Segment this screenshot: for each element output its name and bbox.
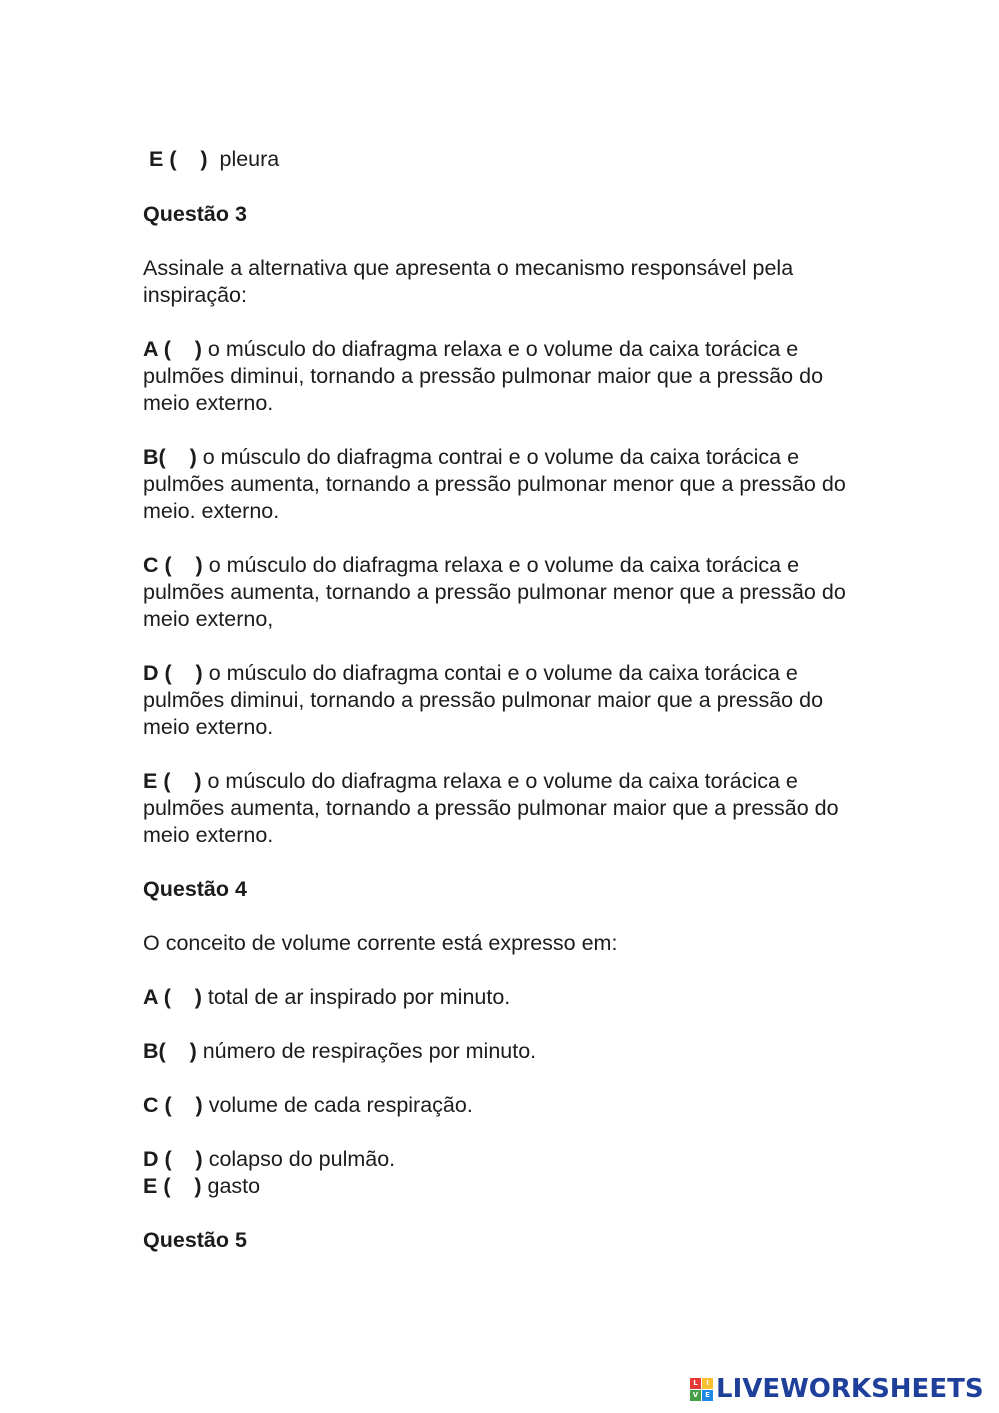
- option-marker: A ( ): [143, 337, 202, 361]
- logo-letter: I: [702, 1378, 713, 1389]
- option-marker: C ( ): [143, 553, 203, 577]
- option-marker: A ( ): [143, 985, 202, 1009]
- option-text: gasto: [201, 1174, 261, 1198]
- question-4-option-d: [143, 1146, 395, 1173]
- logo-letter: L: [690, 1378, 701, 1389]
- question-3-option-a: [143, 336, 859, 417]
- option-marker: D ( ): [143, 661, 203, 685]
- prev-option-e: [149, 146, 279, 173]
- option-text: número de respirações por minuto.: [196, 1039, 537, 1063]
- liveworksheets-logo[interactable]: [690, 1372, 984, 1406]
- option-text: o músculo do diafragma contai e o volume da caixa torácica e pulmões diminui, tornando a pressão pulmonar maior que a pressão do meio externo.: [143, 661, 824, 739]
- question-4-option-e: [143, 1173, 260, 1200]
- option-marker: E ( ): [149, 147, 208, 171]
- option-text: colapso do pulmão.: [202, 1147, 396, 1171]
- option-text: o músculo do diafragma relaxa e o volume da caixa torácica e pulmões diminui, tornando a pressão pulmonar maior que a pressão do meio externo.: [143, 337, 824, 415]
- logo-text: LIVEWORKSHEETS: [716, 1374, 984, 1404]
- option-text: pleura: [219, 147, 280, 171]
- option-text: volume de cada respiração.: [202, 1093, 473, 1117]
- option-marker: E ( ): [143, 769, 202, 793]
- question-3-prompt: Assinale a alternativa que apresenta o mecanismo responsável pela inspiração:: [143, 256, 794, 307]
- question-3-option-d: [143, 660, 859, 741]
- option-marker: C ( ): [143, 1093, 203, 1117]
- option-marker: E ( ): [143, 1174, 202, 1198]
- logo-letter: E: [702, 1390, 713, 1401]
- question-4-option-a: [143, 984, 510, 1011]
- question-4-option-b: [143, 1038, 536, 1065]
- question-3-option-c: [143, 552, 859, 633]
- logo-mark-icon: [690, 1378, 713, 1401]
- question-5-heading: Questão 5: [143, 1228, 247, 1252]
- question-4-prompt: O conceito de volume corrente está expresso em:: [143, 931, 618, 955]
- question-4-heading: Questão 4: [143, 877, 247, 901]
- question-3-heading: Questão 3: [143, 202, 247, 226]
- option-marker: B( ): [143, 445, 197, 469]
- option-text: total de ar inspirado por minuto.: [201, 985, 511, 1009]
- question-3-option-b: [143, 444, 859, 525]
- option-text: o músculo do diafragma contrai e o volume da caixa torácica e pulmões aumenta, tornando a pressão pulmonar menor que a pressão do meio. externo.: [143, 445, 846, 523]
- question-3-option-e: [143, 768, 848, 849]
- option-text: o músculo do diafragma relaxa e o volume da caixa torácica e pulmões aumenta, tornando a pressão pulmonar menor que a pressão do meio externo,: [143, 553, 846, 631]
- logo-letter: V: [690, 1390, 701, 1401]
- option-marker: B( ): [143, 1039, 197, 1063]
- option-text: o músculo do diafragma relaxa e o volume da caixa torácica e pulmões aumenta, tornando a pressão pulmonar maior que a pressão do meio externo.: [143, 769, 839, 847]
- question-4-option-c: [143, 1092, 473, 1119]
- option-marker: D ( ): [143, 1147, 203, 1171]
